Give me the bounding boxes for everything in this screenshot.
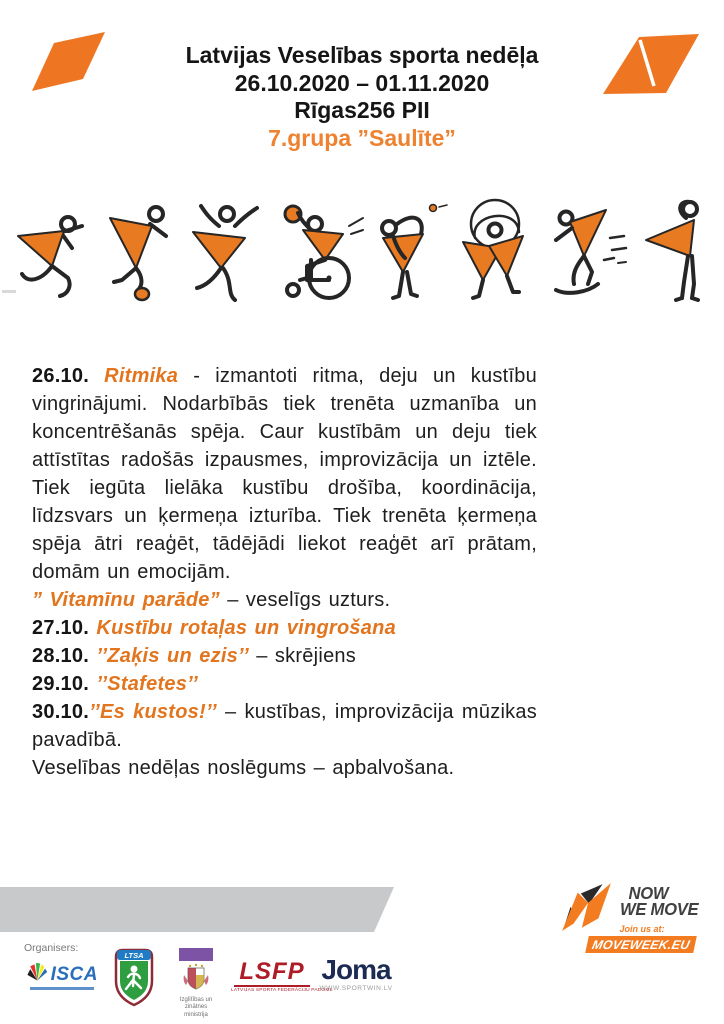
joma-wordmark: Joma	[321, 954, 391, 985]
closing-text: Veselības nedēļas noslēgums – apbalvošana.	[32, 757, 455, 779]
bending-figure-icon	[375, 202, 449, 302]
running-figure-icon	[16, 206, 92, 302]
skating-figure-icon	[540, 202, 634, 302]
now-we-move-mark-icon	[558, 882, 614, 932]
gray-footer-band	[0, 887, 394, 932]
activity-title: Kustību rotaļas un vingrošana	[96, 617, 396, 639]
date-label: 27.10.	[32, 617, 97, 639]
ministry-flag-icon	[179, 948, 213, 961]
joma-logo	[314, 956, 398, 992]
activity-title: ’’Es kustos!’’	[89, 701, 217, 723]
lsfp-wordmark: LSFP	[239, 958, 305, 985]
schedule-entry-27-10	[32, 614, 537, 642]
schedule-entry-29-10	[32, 670, 537, 698]
football-kick-figure-icon	[102, 202, 178, 302]
lsfp-rule	[234, 985, 310, 987]
date-label: 30.10.	[32, 701, 90, 723]
organisers-label: Organisers:	[24, 942, 79, 954]
now-we-move-wordmark	[620, 876, 706, 917]
schedule-entry-vitaminu-parade	[32, 586, 537, 614]
ltsa-logo	[112, 946, 156, 1010]
header	[40, 42, 684, 152]
ministry-coat-of-arms-icon	[182, 963, 210, 991]
page-title: Latvijas Veselības sporta nedēļa	[185, 42, 539, 68]
ministry-name-line2: ministrija	[184, 1012, 208, 1018]
activity-description: – veselīgs uzturs.	[219, 589, 391, 611]
joma-website: WWW.SPORTWIN.LV	[319, 985, 393, 992]
isca-logo	[26, 958, 98, 990]
nwm-word-we-move: WE MOVE	[620, 898, 699, 919]
join-us-label: Join us at:	[619, 924, 665, 934]
schedule-entry-30-10	[32, 698, 537, 754]
isca-starburst-icon	[26, 958, 49, 986]
rope-skipping-figure-icon	[459, 198, 531, 302]
activity-title: ’’Zaķis un ezis’’	[96, 645, 249, 667]
ministry-name-line1: Izglītības un zinātnes	[179, 997, 213, 1010]
isca-tagline-bar	[30, 987, 94, 990]
wheelchair-basketball-figure-icon	[273, 200, 365, 302]
activity-description: - izmantoti ritma, deju un kustību vingrinājumi. Nodarbībās tiek trenēta uzmanība un koncentrēšanās spēja. Caur kustībām un deju tiek attīstītas radošās izpausmes, improvizācija un iztēle. Tiek iegūta lielāka kustību drošība, koordinācija, līdzsvars un ķermeņa izturība. Tiek trenēta ķermeņa spēja ātri reaģēt, tādējādi liekot reaģēt arī prātam, domām un emocijām.	[32, 365, 537, 583]
date-label: 28.10.	[32, 645, 97, 667]
nwm-word-now: NOW	[628, 883, 669, 903]
date-label: 29.10.	[32, 673, 97, 695]
lsfp-subtitle: LATVIJAS SPORTA FEDERĀCIJU PADOME	[231, 988, 333, 993]
lsfp-logo	[231, 958, 333, 993]
isca-wordmark: ISCA	[50, 964, 98, 985]
event-dates: 26.10.2020 – 01.11.2020	[234, 69, 490, 96]
institution-name: Rīgas256 PII	[294, 97, 430, 124]
now-we-move-logo	[558, 876, 710, 953]
sport-figures-row	[16, 198, 708, 302]
activity-description: – kustības, improvizācija mūzikas pavadībā.	[32, 701, 538, 751]
schedule-entry-closing	[32, 754, 537, 782]
moveweek-url: MOVEWEEK.EU	[590, 937, 692, 952]
activity-title: ’’Stafetes’’	[96, 673, 198, 695]
waving-figure-icon	[644, 198, 708, 302]
activity-title: Ritmika	[104, 365, 179, 387]
ltsa-wordmark: LTSA	[124, 951, 144, 960]
dancing-figure-icon	[187, 202, 263, 302]
activity-title: ” Vitamīnu parāde”	[32, 589, 220, 611]
moveweek-banner	[585, 936, 697, 953]
scan-artifact-dash	[2, 290, 16, 293]
date-label: 26.10.	[32, 365, 105, 387]
schedule	[32, 362, 537, 782]
group-name: 7.grupa ”Saulīte”	[268, 124, 456, 151]
activity-description: – skrējiens	[248, 645, 357, 667]
schedule-entry-26-10	[32, 362, 537, 586]
schedule-entry-28-10	[32, 642, 537, 670]
ministry-logo	[174, 948, 218, 1019]
